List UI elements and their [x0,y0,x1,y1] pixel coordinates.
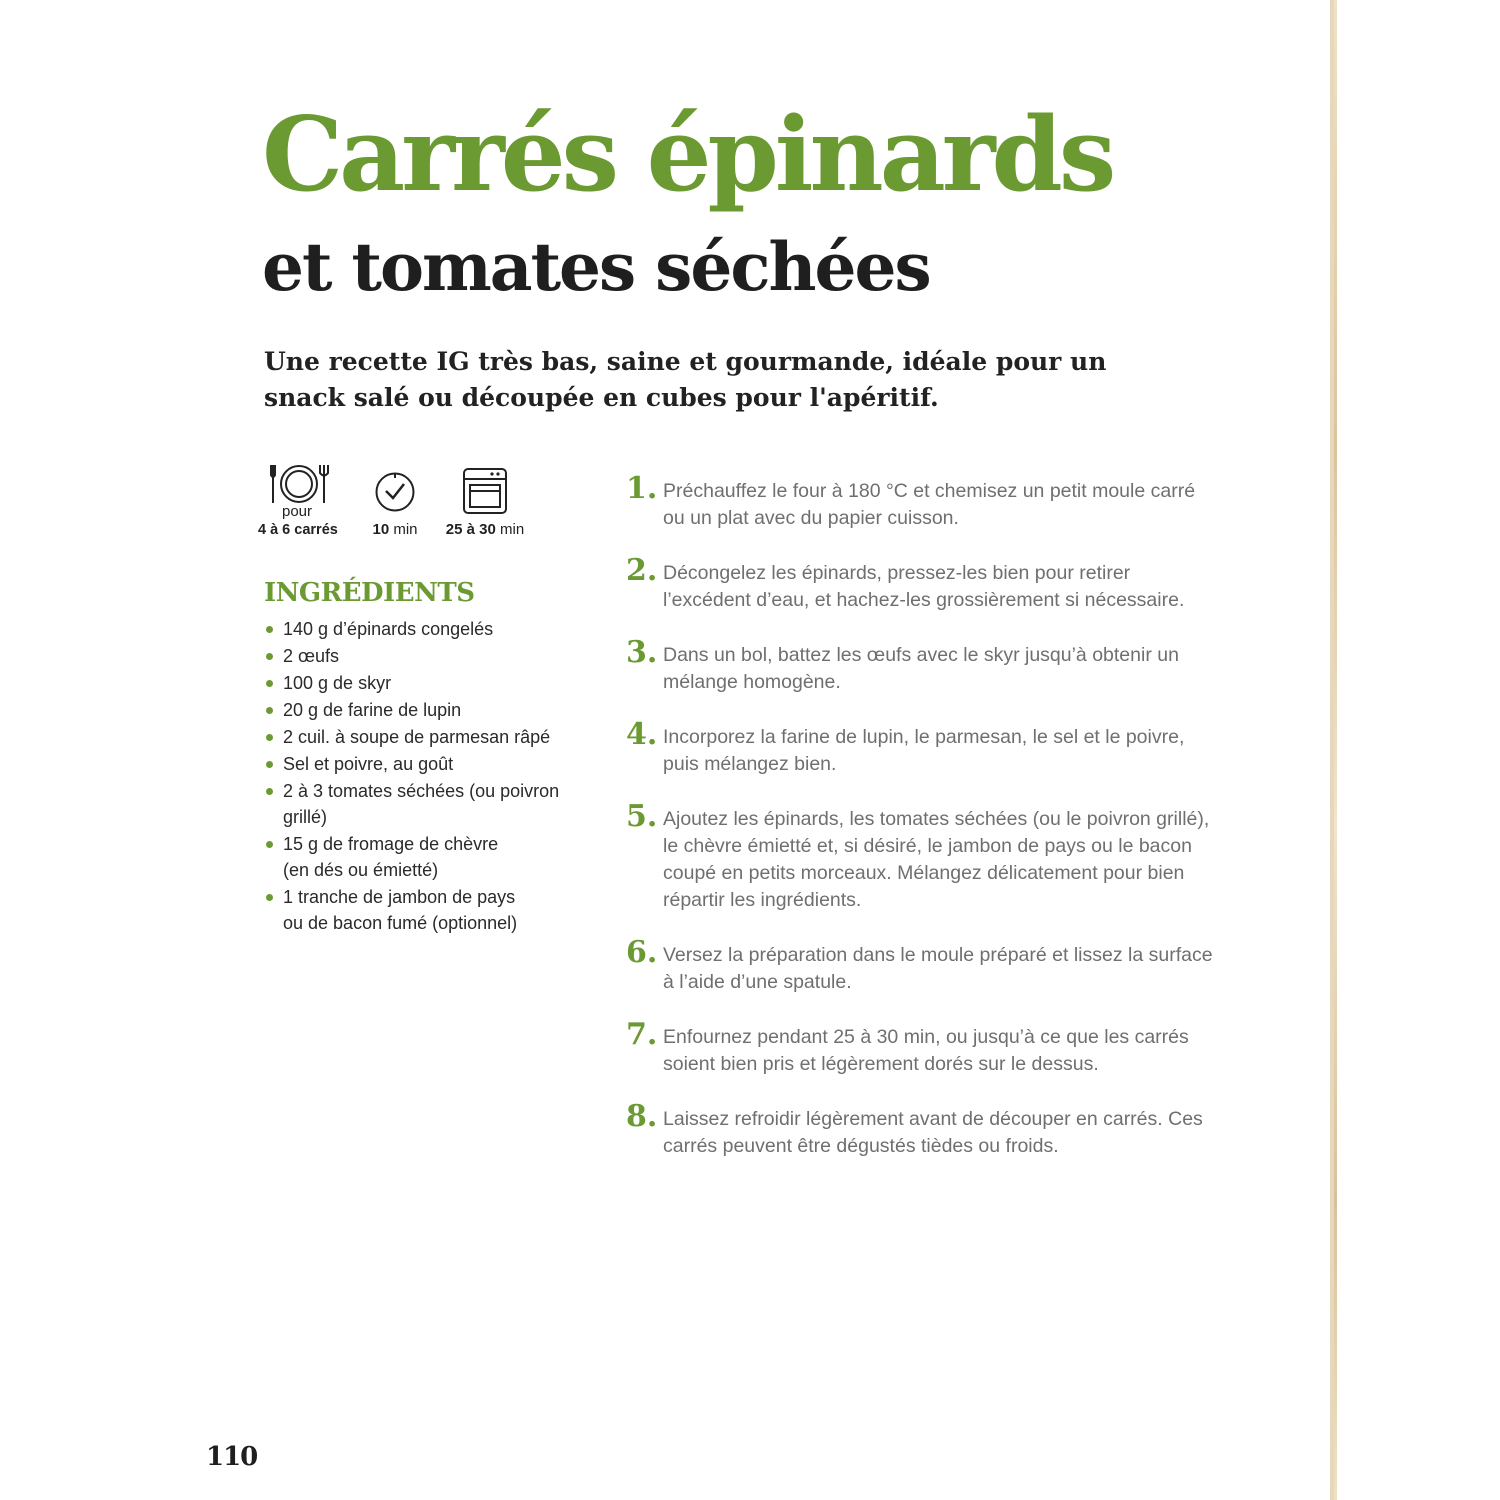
step-number: 2. [626,553,658,588]
step-text: Décongelez les épinards, pressez-les bien pour retirer l’excédent d’eau, et hachez-les grossièrement si nécessaire. [663,562,1185,611]
step-text: Enfournez pendant 25 à 30 min, ou jusqu’à ce que les carrés soient bien pris et légèrement dorés sur le dessus. [663,1026,1189,1075]
servings-prefix: pour [281,503,313,520]
step-text: Laissez refroidir légèrement avant de découper en carrés. Ces carrés peuvent être dégustés tièdes ou froids. [663,1108,1203,1157]
step-number: 3. [626,635,658,670]
clock-icon [374,471,416,513]
servings-value: 4 à 6 carrés [258,522,338,538]
prep-time [362,521,428,539]
prep-time-value: 10 [372,521,390,538]
recipe-intro: Une recette IG très bas, saine et gourmande, idéale pour un snack salé ou découpée en cubes pour l'apéritif. [264,347,1107,412]
cook-time [438,521,532,539]
step-text: Ajoutez les épinards, les tomates séchées (ou le poivron grillé), le chèvre émietté et, si désiré, le jambon de pays ou le bacon coupé en petits morceaux. Mélangez délicatement pour bien répartir les ingrédients. [663,808,1210,911]
page-edge-strip [1334,0,1337,1500]
step-number: 4. [626,717,658,752]
page-number: 110 [206,1442,258,1472]
list-item: 15 g de fromage de chèvre (en dés ou émietté) [264,831,508,883]
list-item: 2 œufs [264,643,584,669]
list-item: 2 cuil. à soupe de parmesan râpé [264,724,584,750]
step-text: Dans un bol, battez les œufs avec le skyr jusqu’à obtenir un mélange homogène. [663,644,1179,693]
list-item: 2 à 3 tomates séchées (ou poivron grillé) [264,778,568,830]
list-item: 20 g de farine de lupin [264,697,584,723]
step-text: Versez la préparation dans le moule préparé et lissez la surface à l’aide d’une spatule. [663,944,1213,993]
oven-icon [462,467,508,515]
page-edge [1330,0,1500,1500]
ingredients-heading: INGRÉDIENTS [264,578,475,608]
cook-time-unit: min [500,521,525,538]
recipe-subtitle: et tomates séchées [262,228,930,306]
step-number: 5. [626,799,658,834]
step-number: 7. [626,1017,658,1052]
list-item: Sel et poivre, au goût [264,751,584,777]
step-text: Préchauffez le four à 180 °C et chemisez un petit moule carré ou un plat avec du papier cuisson. [663,480,1196,529]
prep-time-unit: min [393,521,418,538]
step-number: 1. [626,471,658,506]
plate-cutlery-icon [268,462,330,506]
cook-time-value: 25 à 30 [445,521,496,538]
servings-info [258,503,336,539]
list-item: 1 tranche de jambon de pays ou de bacon fumé (optionnel) [264,884,528,936]
step-number: 8. [626,1099,658,1134]
list-item: 140 g d’épinards congelés [264,616,584,642]
step-number: 6. [626,935,658,970]
recipe-title: Carrés épinards [262,95,1113,215]
list-item: 100 g de skyr [264,670,584,696]
ingredients-list [264,616,584,937]
step-text: Incorporez la farine de lupin, le parmesan, le sel et le poivre, puis mélangez bien. [663,726,1185,775]
